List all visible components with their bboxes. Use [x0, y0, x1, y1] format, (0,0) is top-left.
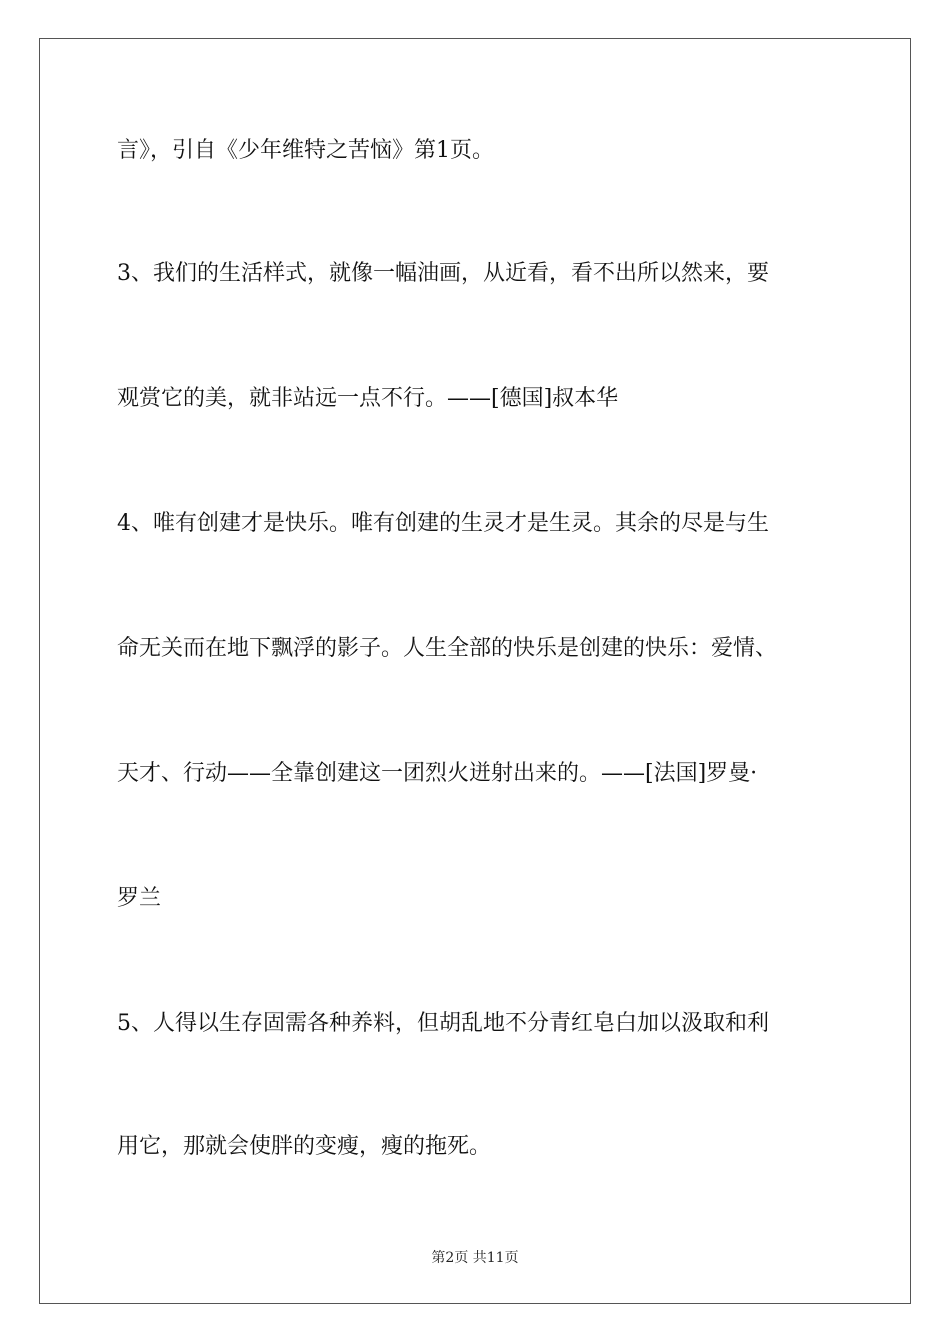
paragraph-line: 用它，那就会使胖的变瘦，瘦的拖死。	[117, 1134, 492, 1159]
paragraph-line: 观赏它的美，就非站远一点不行。——[德国]叔本华	[117, 386, 619, 411]
page-number-footer: 第2页 共11页	[431, 1250, 519, 1266]
paragraph-line: 罗兰	[117, 886, 162, 911]
page-frame	[39, 38, 911, 1304]
paragraph-line: 言》，引自《少年维特之苦恼》第1页。	[117, 138, 494, 163]
paragraph-line: 3、我们的生活样式，就像一幅油画，从近看，看不出所以然来，要	[117, 261, 769, 286]
paragraph-line: 5、人得以生存固需各种养料，但胡乱地不分青红皂白加以汲取和利	[117, 1011, 769, 1036]
paragraph-line: 命无关而在地下飘浮的影子。人生全部的快乐是创建的快乐：爱情、	[117, 636, 778, 661]
paragraph-line: 4、唯有创建才是快乐。唯有创建的生灵才是生灵。其余的尽是与生	[117, 511, 769, 536]
paragraph-line: 天才、行动——全靠创建这一团烈火迸射出来的。——[法国]罗曼·	[117, 761, 758, 786]
